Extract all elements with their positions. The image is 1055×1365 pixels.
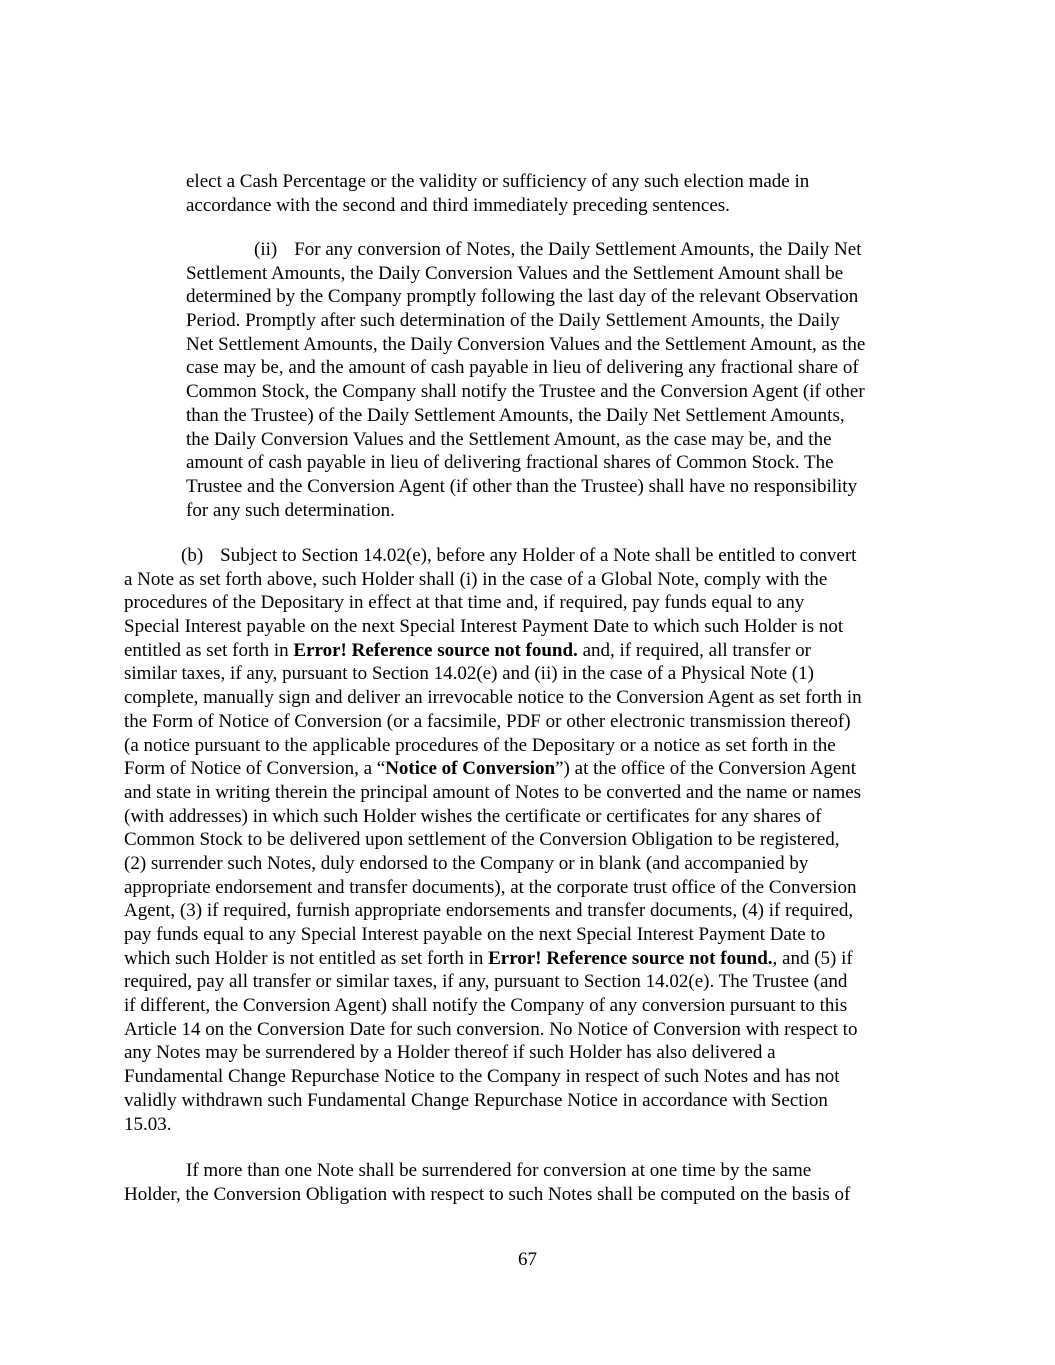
text-line: Holder, the Conversion Obligation with respect to such Notes shall be computed on the basis of <box>124 1183 851 1205</box>
text-segment: For any conversion of Notes, the Daily Settlement Amounts, the Daily Net <box>294 239 862 260</box>
text-line: complete, manually sign and deliver an irrevocable notice to the Conversion Agent as set forth in <box>124 687 862 709</box>
paragraph-b <box>124 544 862 1136</box>
text-line: (2) surrender such Notes, duly endorsed to the Company or in blank (and accompanied by <box>124 852 809 874</box>
clause-label-ii: (ii) <box>254 239 278 260</box>
text-segment: , and (5) if <box>772 947 853 969</box>
text-segment: entitled as set forth in <box>124 639 294 661</box>
text-line: appropriate endorsement and transfer documents), at the corporate trust office of the Conversion <box>124 876 857 898</box>
text-line: case may be, and the amount of cash payable in lieu of delivering any fractional share of <box>186 357 859 379</box>
clause-label-b: (b) <box>181 545 204 566</box>
text-line <box>186 238 865 262</box>
text-line: procedures of the Depositary in effect at that time and, if required, pay funds equal to any <box>124 592 805 614</box>
text-line: if different, the Conversion Agent) shall notify the Company of any conversion pursuant to this <box>124 995 848 1017</box>
reference-error: Error! Reference source not found. <box>488 947 773 969</box>
text-line: pay funds equal to any Special Interest payable on the next Special Interest Payment Date to <box>124 924 826 945</box>
defined-term: Notice of Conversion <box>385 758 556 780</box>
text-segment: which such Holder is not entitled as set forth in <box>124 947 489 969</box>
text-segment: Subject to Section 14.02(e), before any Holder of a Note shall be entitled to convert <box>220 545 857 566</box>
text-line: the Daily Conversion Values and the Settlement Amount, as the case may be, and the <box>186 428 832 450</box>
text-line: validly withdrawn such Fundamental Change Repurchase Notice in accordance with Section <box>124 1089 828 1111</box>
text-line: Period. Promptly after such determination of the Daily Settlement Amounts, the Daily <box>186 310 840 332</box>
text-line: Agent, (3) if required, furnish appropriate endorsements and transfer documents, (4) if required, <box>124 900 854 922</box>
text-line: determined by the Company promptly following the last day of the relevant Observation <box>186 286 859 308</box>
text-line: Article 14 on the Conversion Date for such conversion. No Notice of Conversion with respect to <box>124 1018 858 1040</box>
text-line: Trustee and the Conversion Agent (if other than the Trustee) shall have no responsibility <box>186 475 858 497</box>
text-line: Fundamental Change Repurchase Notice to the Company in respect of such Notes and has not <box>124 1066 840 1088</box>
paragraph-multiple-notes <box>124 1159 850 1206</box>
text-line: (with addresses) in which such Holder wishes the certificate or certificates for any shares of <box>124 805 822 827</box>
text-line: elect a Cash Percentage or the validity or sufficiency of any such election made in <box>186 171 810 192</box>
text-line <box>124 544 862 568</box>
text-line: the Form of Notice of Conversion (or a facsimile, PDF or other electronic transmission thereof) <box>124 710 851 732</box>
reference-error: Error! Reference source not found. <box>293 639 578 661</box>
text-line <box>124 639 862 663</box>
text-line: (a notice pursuant to the applicable procedures of the Depositary or a notice as set forth in the <box>124 734 836 756</box>
text-segment: ”) at the office of the Conversion Agent <box>555 758 857 780</box>
text-line: Common Stock, the Company shall notify the Trustee and the Conversion Agent (if other <box>186 381 865 403</box>
text-line <box>124 757 862 781</box>
text-line: than the Trustee) of the Daily Settlement Amounts, the Daily Net Settlement Amounts, <box>186 404 845 426</box>
text-line: and state in writing therein the principal amount of Notes to be converted and the name or names <box>124 781 862 803</box>
text-line <box>124 947 862 971</box>
text-line: Settlement Amounts, the Daily Conversion Values and the Settlement Amount shall be <box>186 262 844 284</box>
text-line: any Notes may be surrendered by a Holder thereof if such Holder has also delivered a <box>124 1042 776 1064</box>
text-line: for any such determination. <box>186 499 395 521</box>
text-line: amount of cash payable in lieu of delivering fractional shares of Common Stock. The <box>186 452 834 474</box>
text-line: similar taxes, if any, pursuant to Section 14.02(e) and (ii) in the case of a Physical Note (1) <box>124 663 814 685</box>
page-number: 67 <box>518 1249 537 1270</box>
text-segment: and, if required, all transfer or <box>577 639 811 661</box>
text-line: 15.03. <box>124 1113 172 1135</box>
text-segment: Form of Notice of Conversion, a “ <box>124 758 386 780</box>
text-line: required, pay all transfer or similar taxes, if any, pursuant to Section 14.02(e). The Trustee (and <box>124 971 848 993</box>
text-line: Special Interest payable on the next Special Interest Payment Date to which such Holder is not <box>124 616 844 638</box>
paragraph-ii <box>186 238 865 522</box>
text-line: If more than one Note shall be surrendered for conversion at one time by the same <box>186 1160 812 1181</box>
paragraph-continuation <box>186 170 809 217</box>
text-line: Common Stock to be delivered upon settlement of the Conversion Obligation to be registered, <box>124 829 840 851</box>
text-line: accordance with the second and third immediately preceding sentences. <box>186 194 730 216</box>
text-line: a Note as set forth above, such Holder shall (i) in the case of a Global Note, comply with the <box>124 568 828 590</box>
text-line: Net Settlement Amounts, the Daily Conversion Values and the Settlement Amount, as the <box>186 333 866 355</box>
